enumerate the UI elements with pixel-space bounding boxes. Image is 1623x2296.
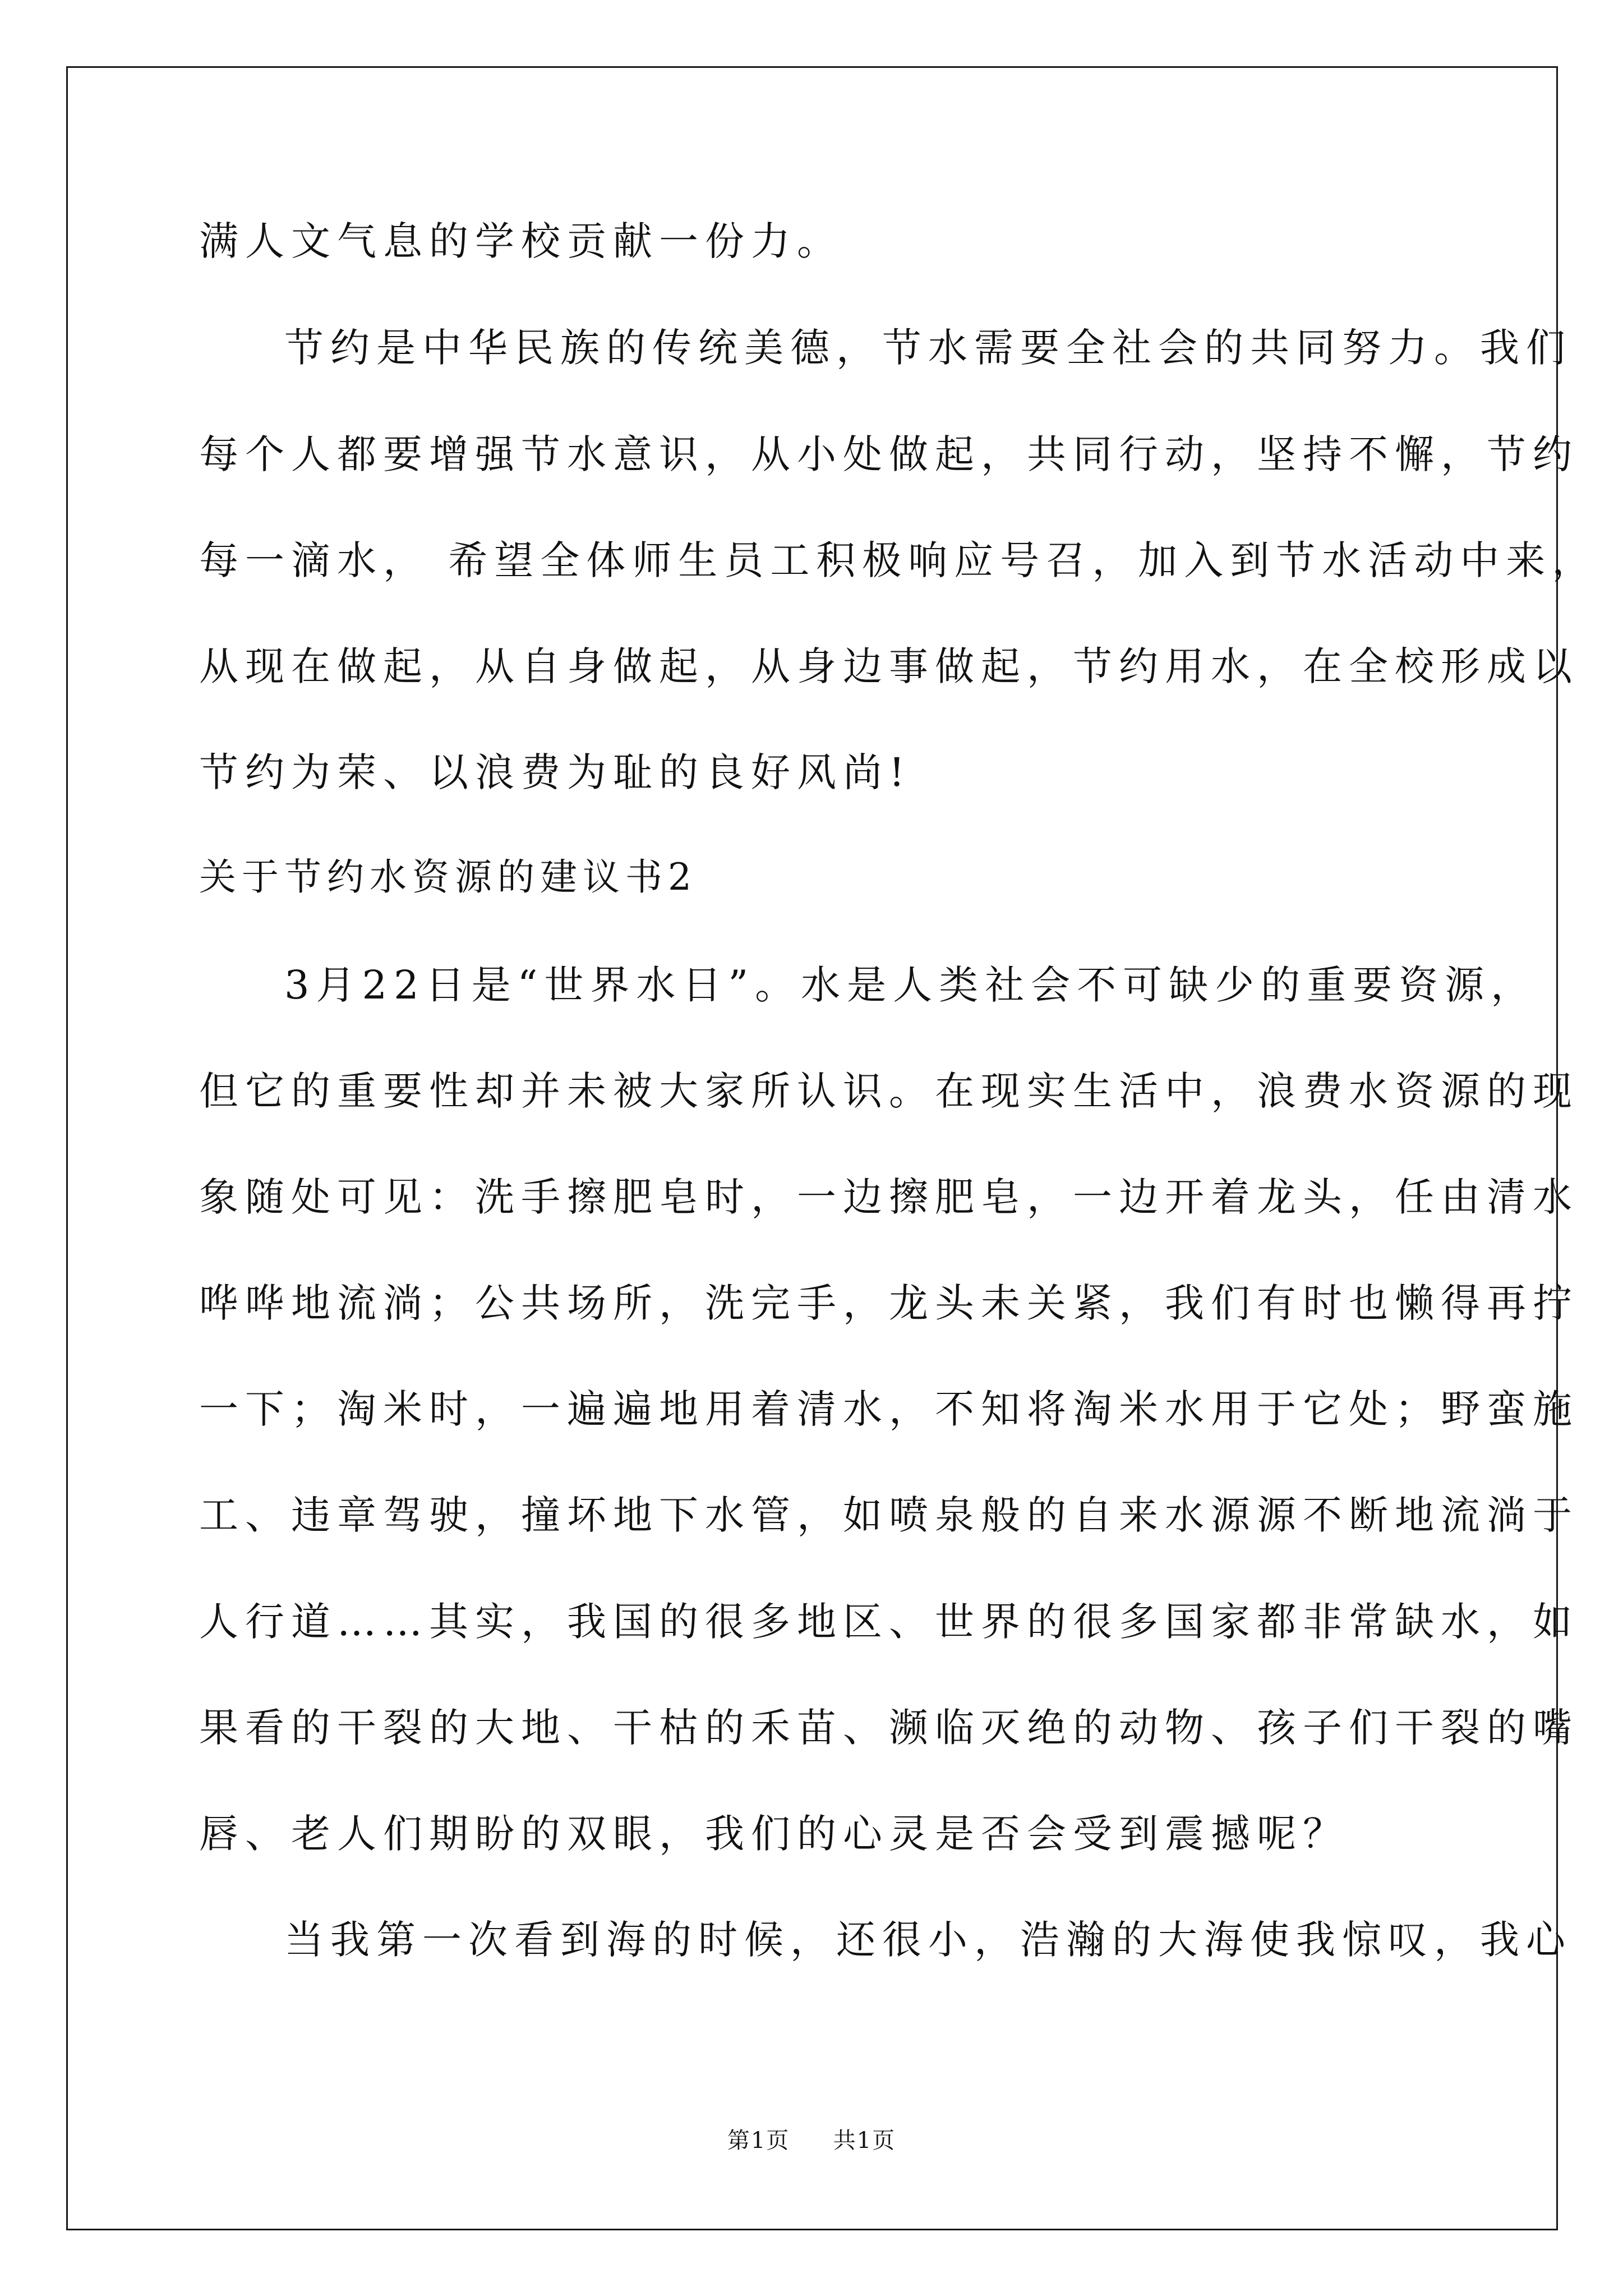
- paragraph-first-line: 3月22日是“世界水日”。水是人类社会不可缺少的重要资源，: [284, 962, 1537, 1008]
- body-line: 从现在做起，从自身做起，从身边事做起，节约用水，在全校形成以: [199, 643, 1579, 689]
- body-line: 象随处可见：洗手擦肥皂时，一边擦肥皂，一边开着龙头，任由清水: [199, 1174, 1579, 1220]
- page-border: [66, 66, 1558, 2230]
- body-line: 工、违章驾驶，撞坏地下水管，如喷泉般的自来水源源不断地流淌于: [199, 1492, 1579, 1538]
- section-heading: 关于节约水资源的建议书2: [199, 855, 697, 899]
- body-line: 人行道……其实，我国的很多地区、世界的很多国家都非常缺水，如: [199, 1599, 1579, 1645]
- body-line: 满人文气息的学校贡献一份力。: [199, 218, 843, 264]
- page-number: 第1页: [727, 2128, 790, 2154]
- paragraph-first-line: 当我第一次看到海的时候，还很小，浩瀚的大海使我惊叹，我心: [284, 1917, 1572, 1963]
- page-total: 共1页: [833, 2128, 896, 2154]
- body-line: 哗哗地流淌；公共场所，洗完手，龙头未关紧，我们有时也懒得再拧: [199, 1280, 1579, 1326]
- page-footer: [0, 2129, 1623, 2152]
- body-line: 但它的重要性却并未被大家所认识。在现实生活中，浪费水资源的现: [199, 1068, 1579, 1114]
- body-line: 每一滴水， 希望全体师生员工积极响应号召，加入到节水活动中来，: [199, 537, 1598, 583]
- body-line: 唇、老人们期盼的双眼，我们的心灵是否会受到震撼呢？: [199, 1811, 1349, 1857]
- body-line: 节约为荣、以浪费为耻的良好风尚!: [199, 749, 912, 795]
- body-line: 果看的干裂的大地、干枯的禾苗、濒临灭绝的动物、孩子们干裂的嘴: [199, 1705, 1579, 1751]
- body-line: 每个人都要增强节水意识，从小处做起，共同行动，坚持不懈，节约: [199, 431, 1579, 477]
- paragraph-first-line: 节约是中华民族的传统美德，节水需要全社会的共同努力。我们: [284, 325, 1572, 371]
- body-line: 一下；淘米时，一遍遍地用着清水，不知将淘米水用于它处；野蛮施: [199, 1386, 1579, 1432]
